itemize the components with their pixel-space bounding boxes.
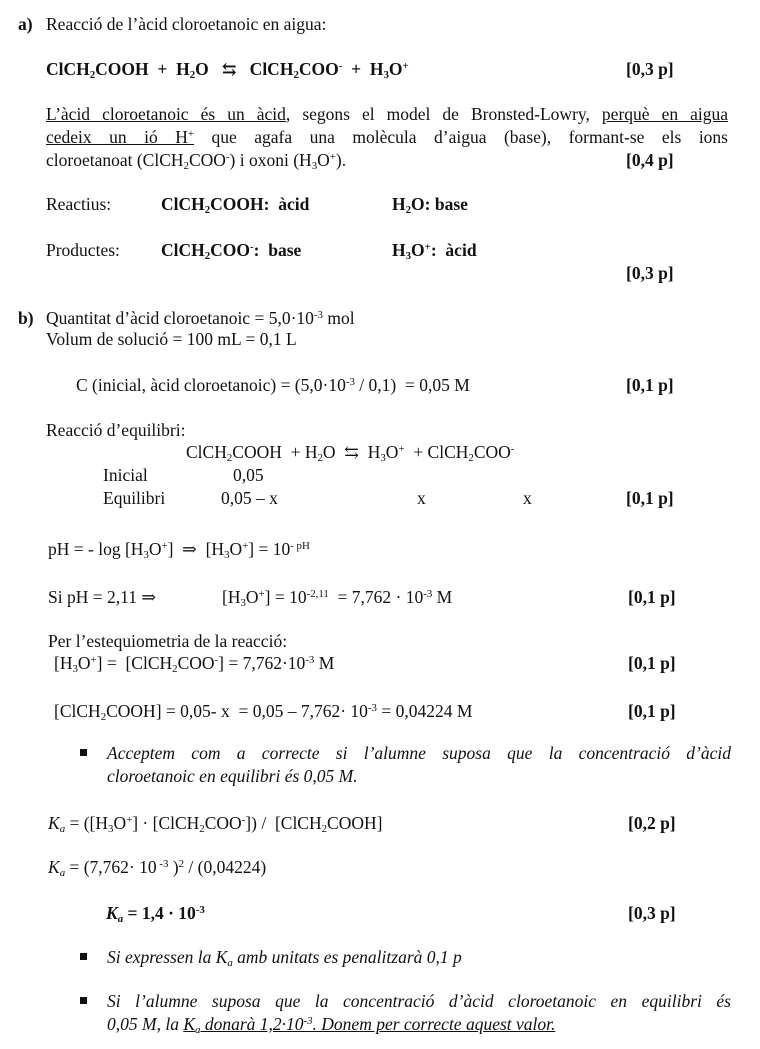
equilibrium-equation: ClCH$_2$COOH + $H_2O$ ⇆ $H_3O^+$ + ClCH$_2$COO- — [186, 442, 515, 465]
points-b3: [0,1 p] — [628, 587, 676, 607]
stoichiometry-equation: $[H_3O^+]$ = [ClCH$_2$COO-] = $7,762\cdot 10^{-3}$ M — [54, 653, 335, 676]
product-base: ClCH$_2$COO-: base — [161, 240, 302, 263]
reactant-acid: ClCH$_2$COOH: àcid — [161, 194, 310, 217]
part-b-label: b) — [18, 308, 34, 328]
equilibri-value: 0,05 – x — [221, 488, 278, 508]
bullet-icon — [80, 749, 87, 756]
inicial-value: 0,05 — [233, 465, 264, 485]
initial-concentration: C (inicial, àcid cloroetanoic) = $(5,0\cdot 10^{-3} / 0,1) = 0,05$ M — [76, 375, 470, 395]
ka-result: $K_a = 1,4 \cdot 10^{-3}$ — [106, 903, 205, 926]
note-3-line-1: Si l’alumne suposa que la concentració d’àcid cloroetanoic en equilibri és — [107, 991, 731, 1011]
volume-line: Volum de solució = 100 mL = 0,1 L — [46, 329, 297, 349]
ph-definition: pH = - $\log [H_3O^+]$ ⇒ $[H_3O^+] = 10^{- pH}$ — [48, 539, 310, 562]
equilibri-label: Equilibri — [103, 488, 166, 508]
reactant-base: $H_2O$: base — [392, 194, 468, 217]
inicial-label: Inicial — [103, 465, 148, 485]
stoichiometry-title: Per l’estequiometria de la reacció: — [48, 631, 288, 651]
note-2: Si expressen la $K_a$ amb unitats es penalitzarà 0,1 p — [107, 947, 462, 970]
note-1-line-2: cloroetanoic en equilibri és 0,05 M. — [107, 766, 358, 786]
ph-value-condition: Si pH = 2,11 ⇒ — [48, 587, 156, 607]
part-a-label: a) — [18, 14, 33, 34]
quantity-line: Quantitat d’àcid cloroetanoic = $5,0\cdot 10^{-3}$ mol — [46, 308, 355, 328]
points-b1: [0,1 p] — [626, 375, 674, 395]
reaction-equation: ClCH$_2$COOH + $H_2O$ ⇆ ClCH$_2$COO- + $H_3O^+$ — [46, 59, 409, 82]
part-a-title: Reacció de l’àcid cloroetanoic en aigua: — [46, 14, 327, 34]
points-a2: [0,4 p] — [626, 150, 674, 170]
hydronium-calculation: $[H_3O^+] = 10^{-2,11} = 7,762 \cdot 10^{-3}$ M — [222, 587, 453, 610]
explanation-line-2: cedeix un ió H+ que agafa una molècula d’aigua (base), formant-se els ions — [46, 127, 728, 147]
bullet-icon — [80, 997, 87, 1004]
acid-concentration: [ClCH$_2$COOH] = 0,05- $x = 0,05 - 7,762\cdot 10^{-3} = 0,04224$ M — [54, 701, 473, 724]
note-1-line-1: Acceptem com a correcte si l’alumne suposa que la concentració d’àcid — [107, 743, 731, 763]
ka-expression: $K_a = ([H_3O^+]$ · [ClCH$_2$COO-]) / [ClCH$_2$COOH] — [48, 813, 383, 836]
equilibri-x-anion: x — [523, 488, 532, 508]
equilibrium-title: Reacció d’equilibri: — [46, 420, 186, 440]
points-b2: [0,1 p] — [626, 488, 674, 508]
explanation-line-1: L’àcid cloroetanoic és un àcid, segons el model de Bronsted-Lowry, perquè en aigua — [46, 104, 729, 124]
explanation-line-3: cloroetanoat (ClCH$_2$COO-) i oxoni $(H_3O^+)$. — [46, 150, 347, 173]
bullet-icon — [80, 953, 87, 960]
points-a1: [0,3 p] — [626, 59, 674, 79]
product-acid: $H_3O^+$: àcid — [392, 240, 477, 263]
note-3-line-2: 0,05 M, la $K_a$ donarà $1,2\cdot 10^{-3}$. Donem per correcte aquest valor. — [107, 1014, 556, 1037]
ka-numeric: $K_a = (7,762\cdot 10$ $^{-3}$ )$^2$ / (0,04224) — [48, 857, 267, 880]
points-a3: [0,3 p] — [626, 263, 674, 283]
points-b7: [0,3 p] — [628, 903, 676, 923]
points-b5: [0,1 p] — [628, 701, 676, 721]
equilibri-x-hydronium: x — [417, 488, 426, 508]
reactants-label: Reactius: — [46, 194, 112, 214]
products-label: Productes: — [46, 240, 120, 260]
points-b6: [0,2 p] — [628, 813, 676, 833]
points-b4: [0,1 p] — [628, 653, 676, 673]
